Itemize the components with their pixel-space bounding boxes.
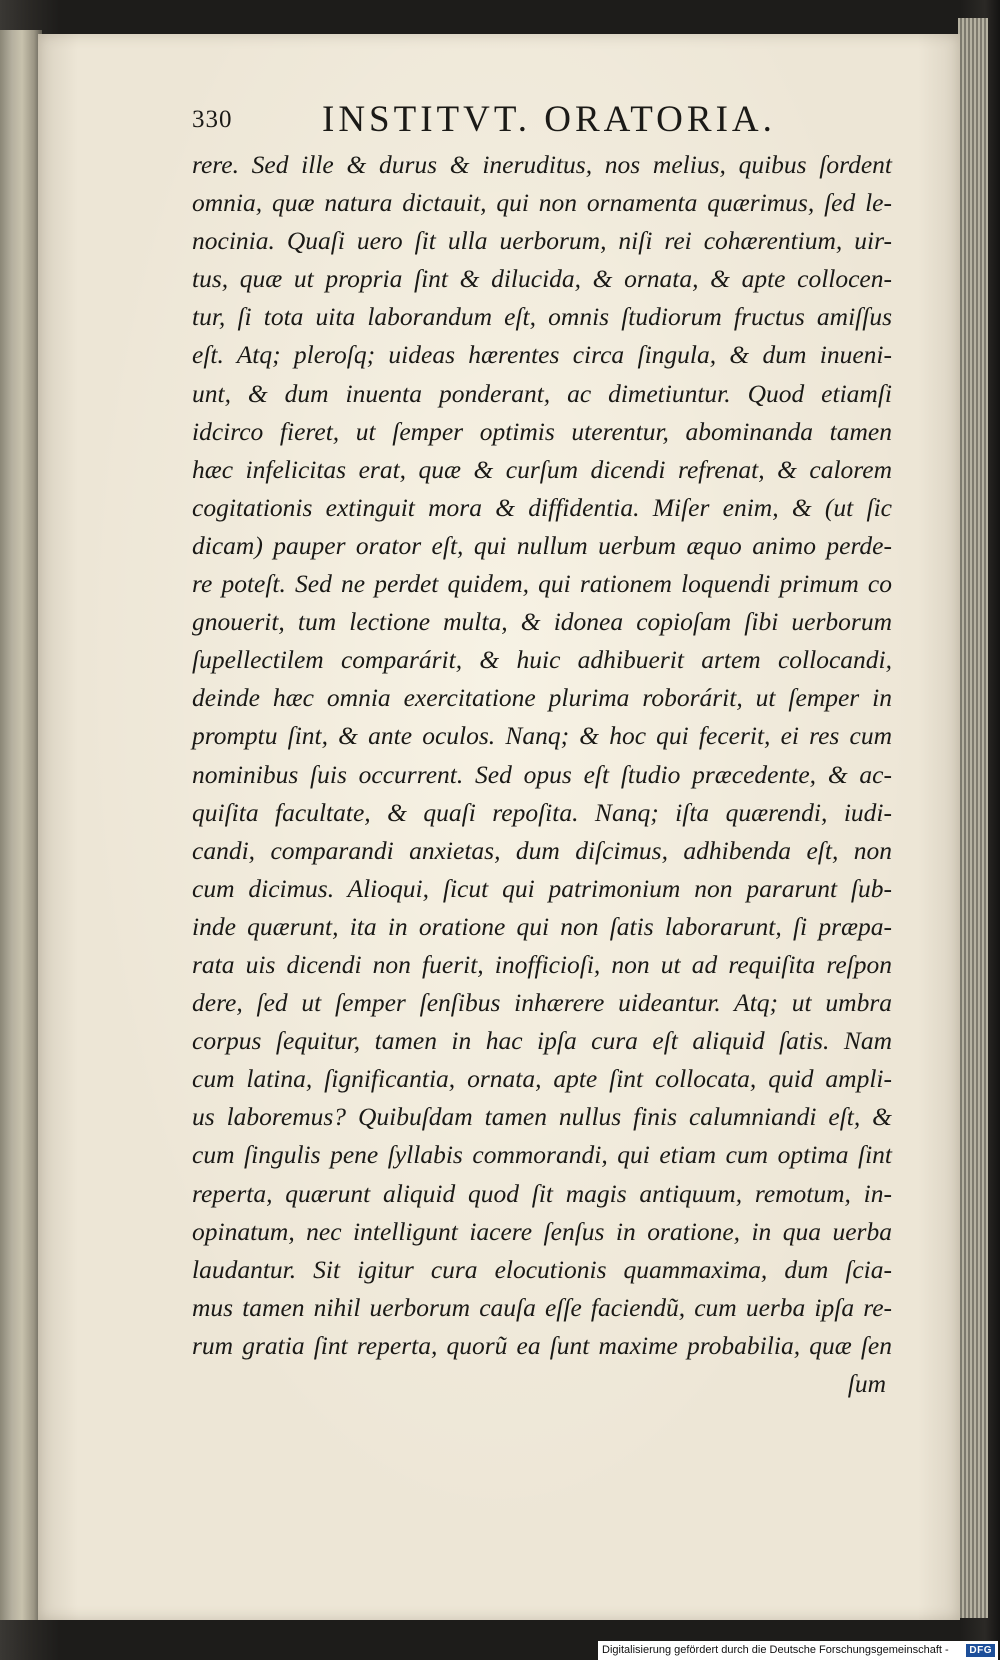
text-line: cum dicimus. Alioqui, ſicut qui patrimonium non pararunt ſub-: [192, 873, 892, 903]
text-line: quiſita facultate, & quaſi repoſita. Nanq; iſta quærendi, iudi-: [192, 797, 892, 827]
text-line: rum gratia ſint reperta, quorũ ea ſunt maxime probabilia, quæ ſen: [192, 1330, 892, 1360]
dfg-logo-icon: DFG: [966, 1644, 995, 1657]
text-line: corpus ſequitur, tamen in hac ipſa cura eſt aliquid ſatis. Nam: [192, 1026, 892, 1056]
text-line: deinde hæc omnia exercitatione plurima roborárit, ut ſemper in: [192, 683, 892, 713]
text-line: ſupellectilem comparárit, & huic adhibuerit artem collocandi,: [192, 645, 892, 675]
text-line: tus, quæ ut propria ſint & dilucida, & ornata, & apte collocen-: [192, 264, 892, 294]
book-edge-left: [0, 30, 42, 1620]
book-page-edges-right: [958, 18, 988, 1618]
text-line: cogitationis extinguit mora & diffidentia. Miſer enim, & (ut ſic: [192, 492, 892, 522]
text-line: cum ſingulis pene ſyllabis commorandi, qui etiam cum optima ſint: [192, 1140, 892, 1170]
text-line: unt, & dum inuenta ponderant, ac dimetiuntur. Quod etiamſi: [192, 378, 892, 408]
text-line: tur, ſi tota uita laborandum eſt, omnis ſtudiorum fructus amiſſus: [192, 302, 892, 332]
text-line: laudantur. Sit igitur cura elocutionis quammaxima, dum ſcia-: [192, 1254, 892, 1284]
text-line: hæc infelicitas erat, quæ & curſum dicendi refrenat, & calorem: [192, 454, 892, 484]
text-line: omnia, quæ natura dictauit, qui non ornamenta quærimus, ſed le-: [192, 188, 892, 218]
text-line: us laboremus? Quibuſdam tamen nullus finis calumniandi eſt, &: [192, 1102, 892, 1132]
text-line: cum latina, ſignificantia, ornata, apte ſint collocata, quid ampli-: [192, 1064, 892, 1094]
text-line: nocinia. Quaſi uero ſit ulla uerborum, niſi rei cohærentium, uir-: [192, 226, 892, 256]
digitization-credit: Digitalisierung gefördert durch die Deutsche Forschungsgemeinschaft -: [602, 1644, 949, 1656]
text-line: gnouerit, tum lectione multa, & idonea copioſam ſibi uerborum: [192, 607, 892, 637]
page-number: 330: [192, 106, 233, 133]
text-line: rere. Sed ille & durus & ineruditus, nos melius, quibus ſordent: [192, 150, 892, 179]
text-line: mus tamen nihil uerborum cauſa eſſe faciendũ, cum uerba ipſa re-: [192, 1292, 892, 1322]
text-line: reperta, quærunt aliquid quod ſit magis antiquum, remotum, in-: [192, 1178, 892, 1208]
text-line: rata uis dicendi non fuerit, inofficioſi, non ut ad requiſita reſpon: [192, 949, 892, 979]
body-text: [192, 146, 892, 1403]
page-header: [192, 98, 832, 142]
text-line: re poteſt. Sed ne perdet quidem, qui rationem loquendi primum co: [192, 569, 892, 599]
running-head: INSTITVT. ORATORIA.: [322, 99, 776, 140]
text-line: opinatum, nec intelligunt iacere ſenſus in oratione, in qua uerba: [192, 1216, 892, 1246]
text-line: dicam) pauper orator eſt, qui nullum uerbum æquo animo perde-: [192, 530, 892, 560]
text-line: dere, ſed ut ſemper ſenſibus inhærere uideantur. Atq; ut umbra: [192, 988, 892, 1018]
text-line: eſt. Atq; pleroſq; uideas hærentes circa ſingula, & dum inueni-: [192, 340, 892, 370]
text-line: nominibus ſuis occurrent. Sed opus eſt ſtudio præcedente, & ac-: [192, 759, 892, 789]
text-line: idcirco fieret, ut ſemper optimis uterentur, abominanda tamen: [192, 416, 892, 446]
text-line: inde quærunt, ita in oratione qui non ſatis laborarunt, ſi præpa-: [192, 911, 892, 941]
text-line: ſum: [847, 1369, 886, 1398]
text-line: promptu ſint, & ante oculos. Nanq; & hoc qui fecerit, ei res cum: [192, 721, 892, 751]
digitization-credit-bar: [598, 1641, 998, 1660]
text-line: candi, comparandi anxietas, dum diſcimus, adhibenda eſt, non: [192, 835, 892, 865]
